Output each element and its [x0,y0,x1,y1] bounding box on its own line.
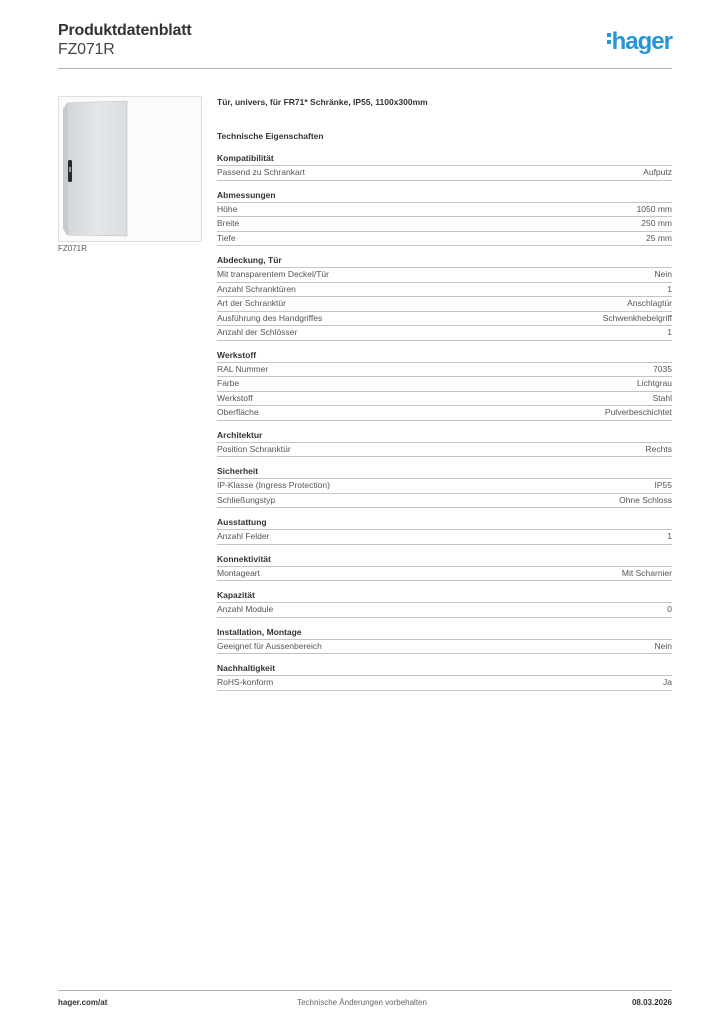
spec-row [217,296,672,311]
spec-label: IP-Klasse (Ingress Protection) [217,480,330,490]
header-divider [58,68,672,69]
spec-value: Pulverbeschichtet [604,407,672,417]
door-panel-icon [59,97,201,241]
spec-section [217,465,672,508]
spec-value: 250 mm [641,218,672,228]
spec-label: RAL Nummer [217,363,269,374]
spec-row [217,267,672,282]
logo-text: hager [611,28,672,55]
footer-note: Technische Änderungen vorbehalten [297,998,427,1007]
spec-section [217,626,672,655]
spec-row [217,311,672,326]
spec-section [217,553,672,582]
spec-value: 1050 mm [636,203,672,214]
spec-sections [217,152,672,691]
page-header [58,20,672,68]
spec-section [217,349,672,421]
footer-divider [58,990,672,991]
product-code: FZ071R [58,41,115,58]
spec-value: Anschlagtür [627,298,672,308]
spec-row [217,639,672,655]
spec-value: 7035 [653,363,672,374]
document-title: Produktdatenblatt [58,22,192,39]
spec-label: Oberfläche [217,407,259,417]
spec-section [217,589,672,618]
spec-section [217,189,672,247]
spec-label: Montageart [217,567,260,578]
section-title: Installation, Montage [217,626,302,637]
spec-value: 0 [667,604,672,614]
image-caption: FZ071R [58,244,87,253]
spec-row [217,675,672,691]
spec-row [217,282,672,297]
technical-properties-heading: Technische Eigenschaften [217,131,324,141]
product-description: Tür, univers, für FR71* Schränke, IP55, 1100x300mm [217,97,428,107]
footer-date: 08.03.2026 [631,998,672,1007]
spec-label: Anzahl Felder [217,531,270,541]
section-title: Kompatibilität [217,153,274,163]
spec-label: Art der Schranktür [217,298,286,308]
spec-label: Anzahl Schranktüren [217,283,296,294]
spec-label: Werkstoff [217,392,253,403]
spec-row [217,165,672,181]
spec-row [217,202,672,217]
spec-value: IP55 [654,480,672,490]
spec-section [217,254,672,341]
spec-value: Ohne Schloss [619,494,672,505]
spec-row [217,376,672,391]
spec-label: Breite [217,218,240,228]
spec-value: Stahl [652,392,672,403]
section-title: Nachhaltigkeit [217,663,276,673]
spec-row [217,325,672,341]
spec-value: Lichtgrau [637,378,672,388]
spec-label: Farbe [217,378,240,388]
product-image [58,96,202,242]
section-title: Ausstattung [217,517,267,527]
spec-label: Anzahl Module [217,604,274,614]
spec-value: Aufputz [643,167,672,177]
spec-row [217,493,672,509]
spec-row [217,362,672,377]
spec-label: Mit transparentem Deckel/Tür [217,269,329,279]
section-title: Sicherheit [217,466,259,476]
spec-row [217,566,672,582]
spec-label: Position Schranktür [217,443,291,454]
spec-value: Nein [654,640,672,651]
spec-label: Tiefe [217,232,236,243]
spec-content [217,96,672,699]
logo-dots-icon [607,30,611,47]
section-title: Architektur [217,429,263,440]
spec-value: Nein [654,269,672,279]
spec-value: Rechts [645,443,672,454]
section-title: Werkstoff [217,349,257,360]
spec-row [217,231,672,247]
section-title: Abmessungen [217,189,276,200]
spec-value: Mit Scharnier [621,567,672,578]
spec-section [217,152,672,181]
spec-value: 1 [667,531,672,541]
spec-label: Anzahl der Schlösser [217,327,298,337]
hager-logo [607,28,672,56]
spec-value: Schwenkhebelgriff [602,312,672,323]
spec-section [217,429,672,458]
spec-section [217,662,672,691]
spec-label: Passend zu Schrankart [217,167,305,177]
spec-row [217,391,672,406]
spec-value: 1 [667,283,672,294]
spec-label: RoHS-konform [217,677,274,687]
spec-row [217,216,672,231]
spec-row [217,442,672,458]
spec-value: 1 [667,327,672,337]
section-title: Kapazität [217,590,255,600]
spec-label: Höhe [217,203,238,214]
spec-value: Ja [663,677,672,687]
spec-value: 25 mm [646,232,672,243]
spec-row [217,478,672,493]
spec-row [217,405,672,421]
spec-label: Ausführung des Handgriffes [217,312,323,323]
spec-section [217,516,672,545]
spec-row [217,602,672,618]
footer-website: hager.com/at [58,998,108,1007]
section-title: Abdeckung, Tür [217,255,282,265]
spec-label: Geeignet für Aussenbereich [217,640,322,651]
spec-row [217,529,672,545]
spec-label: Schließungstyp [217,494,276,505]
section-title: Konnektivität [217,553,271,564]
